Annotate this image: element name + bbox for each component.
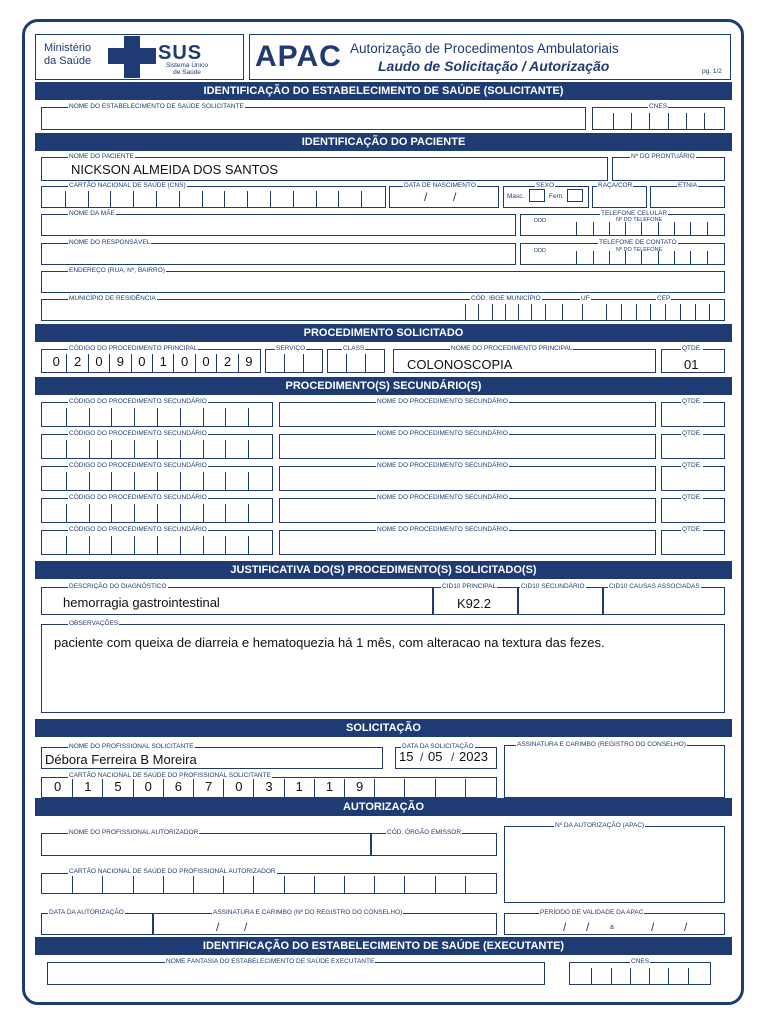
digit: 0 <box>195 354 216 372</box>
data-slash-2: / <box>451 750 455 764</box>
celular-cells <box>561 222 723 236</box>
aut-slash-1: / <box>216 920 220 934</box>
ministry-line1: Ministério <box>44 42 92 54</box>
validade-a: a <box>610 924 614 931</box>
sus-sub-1: Sistema Único <box>166 62 208 69</box>
cns-solicitante-digits <box>43 779 495 797</box>
validade-label: PERÍODO DE VALIDADE DA APAC <box>540 909 644 916</box>
class-label: CLASS <box>343 345 365 352</box>
digit: 2 <box>66 354 87 372</box>
nome-secundario-field[interactable] <box>279 530 656 555</box>
qtde-principal-label: QTDE. <box>682 345 702 352</box>
cid-secundario-field[interactable] <box>518 587 603 615</box>
nome-executante-field[interactable] <box>47 962 545 985</box>
digit: 1 <box>152 354 173 372</box>
cod-secundario-label: CÓDIGO DO PROCEDIMENTO SECUNDÁRIO <box>69 398 207 405</box>
cid-principal-label: CID10 PRINCIPAL <box>442 583 497 590</box>
assinatura-autorizador-label: ASSINATURA E CARIMBO (Nº DO REGISTRO DO CONSELHO) <box>213 909 403 916</box>
tel-contato-label: TELEFONE DE CONTATO <box>599 239 677 246</box>
nome-secundario-label: NOME DO PROCEDIMENTO SECUNDÁRIO <box>377 462 508 469</box>
cnes-executante-label: CNES <box>631 958 650 965</box>
raca-label: RAÇA/COR <box>598 182 633 189</box>
contato-ddd-label: DDD <box>534 248 546 254</box>
data-mes: 05 <box>428 749 443 764</box>
page-indicator: pg. 1/2 <box>702 68 722 75</box>
digit: 1 <box>314 779 344 797</box>
digit: 0 <box>53 779 62 794</box>
cid-principal-value: K92.2 <box>457 596 491 611</box>
apac-logo: APAC <box>255 40 342 73</box>
ministry-text <box>44 42 91 68</box>
digit: 3 <box>253 779 283 797</box>
cns-autorizador-label: CARTÃO NACIONAL DE SAÚDE DO PROFISSIONAL AUTORIZADOR <box>69 868 276 875</box>
prontuario-field[interactable] <box>612 157 725 181</box>
endereco-label: ENDEREÇO (RUA, Nº, BAIRRO) <box>69 267 165 274</box>
prof-solicitante-label: NOME DO PROFISSIONAL SOLICITANTE <box>69 743 194 750</box>
data-autorizacao-label: DATA DA AUTORIZAÇÃO <box>49 909 124 916</box>
sus-cross-icon <box>104 34 164 80</box>
digit: 9 <box>109 354 130 372</box>
num-autorizacao-label: Nº DA AUTORIZAÇÃO (APAC) <box>555 822 645 829</box>
cod-secundario-cells <box>44 440 271 458</box>
cid-secundario-label: CID10 SECUNDÁRIO <box>521 583 585 590</box>
mae-field[interactable] <box>41 214 516 236</box>
servico-cells <box>267 354 321 372</box>
contato-num-label: Nº DO TELEFONE <box>616 247 663 253</box>
sus-subtitle <box>158 62 216 76</box>
qtde-secundario-label: QTDE. <box>682 462 702 469</box>
section-procedimento: PROCEDIMENTO SOLICITADO <box>35 324 732 342</box>
val-slash-4: / <box>684 920 688 934</box>
prof-autorizador-field[interactable] <box>41 833 371 856</box>
qtde-secundario-label: QTDE. <box>682 398 702 405</box>
celular-label: TELEFONE CELULAR <box>601 210 668 217</box>
nome-paciente-value: NICKSON ALMEIDA DOS SANTOS <box>71 162 279 177</box>
ibge-label: CÓD. IBGE MUNICÍPIO <box>471 295 541 302</box>
digit: 9 <box>238 354 259 372</box>
data-slash-1: / <box>420 750 424 764</box>
diagnostico-label: DESCRIÇÃO DO DIAGNÓSTICO <box>69 583 167 590</box>
servico-label: SERVIÇO <box>276 345 306 352</box>
digit: 0 <box>52 354 60 369</box>
prof-solicitante-value: Débora Ferreira B Moreira <box>45 752 197 767</box>
cep-label: CEP <box>657 295 671 302</box>
data-solicitacao-label: DATA DA SOLICITAÇÃO <box>402 743 474 750</box>
nascimento-label: DATA DE NASCIMENTO <box>404 182 476 189</box>
orgao-emissor-label: CÓD. ÓRGÃO EMISSOR <box>387 829 462 836</box>
qtde-secundario-field[interactable] <box>661 498 725 523</box>
mae-label: NOME DA MÃE <box>69 210 115 217</box>
class-cells <box>329 354 383 372</box>
section-secundarios: PROCEDIMENTO(S) SECUNDÁRIO(S) <box>35 377 732 395</box>
nome-secundario-label: NOME DO PROCEDIMENTO SECUNDÁRIO <box>377 430 508 437</box>
data-ano: 2023 <box>459 749 488 764</box>
nome-secundario-field[interactable] <box>279 434 656 459</box>
cod-secundario-cells <box>44 408 271 426</box>
masc-checkbox[interactable] <box>529 189 545 202</box>
nome-secundario-label: NOME DO PROCEDIMENTO SECUNDÁRIO <box>377 494 508 501</box>
responsavel-label: NOME DO RESPONSÁVEL <box>69 239 151 246</box>
digit <box>465 779 495 797</box>
header-subtitle: Laudo de Solicitação / Autorização <box>378 58 610 74</box>
data-dia: 15 <box>399 749 414 764</box>
cnes-solicitante-label: CNES <box>649 103 668 110</box>
val-slash-2: / <box>586 920 590 934</box>
digit: 0 <box>131 354 152 372</box>
digit: 0 <box>133 779 163 797</box>
etnia-label: ETNIA <box>678 182 698 189</box>
uf-label: UF <box>581 295 590 302</box>
qtde-secundario-field[interactable] <box>661 530 725 555</box>
cid-causas-field[interactable] <box>603 587 725 615</box>
section-solicitante: IDENTIFICAÇÃO DO ESTABELECIMENTO DE SAÚDE (SOLICITANTE) <box>35 82 732 100</box>
assinatura-solicitante-label: ASSINATURA E CARIMBO (REGISTRO DO CONSELHO) <box>517 741 686 748</box>
orgao-emissor-field[interactable] <box>371 833 497 856</box>
section-justificativa: JUSTIFICATIVA DO(S) PROCEDIMENTO(S) SOLICITADO(S) <box>35 561 732 579</box>
digit: 1 <box>72 779 102 797</box>
uf-cells <box>562 304 602 321</box>
diagnostico-value: hemorragia gastrointestinal <box>63 595 220 610</box>
sus-logo-text: SUS <box>158 42 203 64</box>
qtde-secundario-field[interactable] <box>661 434 725 459</box>
nascimento-slash-2: / <box>453 190 457 204</box>
cod-secundario-label: CÓDIGO DO PROCEDIMENTO SECUNDÁRIO <box>69 526 207 533</box>
digit <box>404 779 434 797</box>
digit: 6 <box>163 779 193 797</box>
validade-field[interactable] <box>504 913 725 935</box>
nome-principal-label: NOME DO PROCEDIMENTO PRINCIPAL <box>451 345 573 352</box>
num-autorizacao-field[interactable] <box>504 826 725 903</box>
cod-secundario-label: CÓDIGO DO PROCEDIMENTO SECUNDÁRIO <box>69 430 207 437</box>
nome-secundario-field[interactable] <box>279 402 656 427</box>
raca-field[interactable] <box>592 186 647 208</box>
val-slash-3: / <box>651 920 655 934</box>
ministry-line2: da Saúde <box>44 55 92 67</box>
section-executante: IDENTIFICAÇÃO DO ESTABELECIMENTO DE SAÚDE (EXECUTANTE) <box>35 937 732 955</box>
nome-principal-value: COLONOSCOPIA <box>407 357 513 372</box>
cod-secundario-label: CÓDIGO DO PROCEDIMENTO SECUNDÁRIO <box>69 462 207 469</box>
aut-slash-2: / <box>244 920 248 934</box>
assinatura-solicitante-field[interactable] <box>504 745 725 798</box>
cod-secundario-cells <box>44 504 271 522</box>
digit: 2 <box>216 354 237 372</box>
header-title: Autorização de Procedimentos Ambulatoriais <box>350 41 619 56</box>
nome-executante-label: NOME FANTASIA DO ESTABELECIMENTO DE SAÚDE EXECUTANTE <box>166 958 375 965</box>
masc-label: Masc. <box>507 193 525 200</box>
qtde-secundario-field[interactable] <box>661 466 725 491</box>
qtde-principal-value: 01 <box>684 357 699 372</box>
data-autorizacao-field[interactable] <box>41 913 153 935</box>
nome-secundario-field[interactable] <box>279 498 656 523</box>
cod-secundario-cells <box>44 472 271 490</box>
endereco-field[interactable] <box>41 271 725 293</box>
digit <box>374 779 404 797</box>
prontuario-label: Nº DO PRONTUÁRIO <box>631 153 695 160</box>
section-paciente: IDENTIFICAÇÃO DO PACIENTE <box>35 133 732 151</box>
contato-cells <box>561 251 723 265</box>
nome-secundario-label: NOME DO PROCEDIMENTO SECUNDÁRIO <box>377 526 508 533</box>
cns-paciente-cells <box>43 191 384 207</box>
etnia-field[interactable] <box>650 186 725 208</box>
celular-ddd-label: DDD <box>534 218 546 224</box>
digit: 0 <box>88 354 109 372</box>
fem-checkbox[interactable] <box>567 189 583 202</box>
cod-secundario-label: CÓDIGO DO PROCEDIMENTO SECUNDÁRIO <box>69 494 207 501</box>
qtde-secundario-label: QTDE. <box>682 526 702 533</box>
section-autorizacao: AUTORIZAÇÃO <box>35 798 732 816</box>
cnes-executante-cells <box>573 968 707 984</box>
digit: 7 <box>193 779 223 797</box>
cnes-solicitante-cells <box>596 113 722 129</box>
responsavel-field[interactable] <box>41 243 516 265</box>
sus-sub-2: de Saúde <box>173 69 201 76</box>
observacoes-value: paciente com queixa de diarreia e hematoquezia há 1 mês, com alteracao na textura das fezes. <box>54 635 605 650</box>
digit: 9 <box>344 779 374 797</box>
nome-secundario-label: NOME DO PROCEDIMENTO SECUNDÁRIO <box>377 398 508 405</box>
nome-paciente-label: NOME DO PACIENTE <box>69 153 134 160</box>
estab-nome-label: NOME DO ESTABELECIMENTO DE SAÚDE SOLICITANTE <box>69 103 244 110</box>
nome-secundario-field[interactable] <box>279 466 656 491</box>
val-slash-1: / <box>563 920 567 934</box>
estab-nome-field[interactable] <box>41 107 586 130</box>
cns-autorizador-cells <box>43 876 495 893</box>
digit <box>435 779 465 797</box>
sexo-label: SEXO <box>536 182 555 189</box>
qtde-secundario-label: QTDE. <box>682 430 702 437</box>
cod-secundario-cells <box>44 536 271 554</box>
cod-principal-digits <box>46 354 259 372</box>
cod-principal-label: CÓDIGO DO PROCEDIMENTO PRINCIPAL <box>69 345 198 352</box>
section-solicitacao: SOLICITAÇÃO <box>35 719 732 737</box>
cns-paciente-label: CARTÃO NACIONAL DE SAÚDE (CNS) <box>69 182 186 189</box>
municipio-label: MUNICÍPIO DE RESIDÊNCIA <box>69 295 156 302</box>
qtde-secundario-label: QTDE. <box>682 494 702 501</box>
digit: 5 <box>102 779 132 797</box>
cns-solicitante-label: CARTÃO NACIONAL DE SAÚDE DO PROFISSIONAL SOLICITANTE <box>69 772 271 779</box>
assinatura-autorizador-field[interactable] <box>153 913 497 935</box>
digit: 0 <box>223 779 253 797</box>
ibge-cells <box>465 304 558 321</box>
prof-autorizador-label: NOME DO PROFISSIONAL AUTORIZADOR <box>69 829 199 836</box>
nascimento-field[interactable] <box>389 186 499 208</box>
digit: 1 <box>284 779 314 797</box>
observacoes-label: OBSERVAÇÕES <box>69 620 119 627</box>
fem-label: Fem. <box>549 193 564 200</box>
cep-cells <box>606 304 724 321</box>
nascimento-slash-1: / <box>424 190 428 204</box>
cid-causas-label: CID10 CAUSAS ASSOCIADAS <box>609 583 700 590</box>
qtde-secundario-field[interactable] <box>661 402 725 427</box>
celular-num-label: Nº DO TELEFONE <box>616 217 663 223</box>
digit: 0 <box>173 354 194 372</box>
